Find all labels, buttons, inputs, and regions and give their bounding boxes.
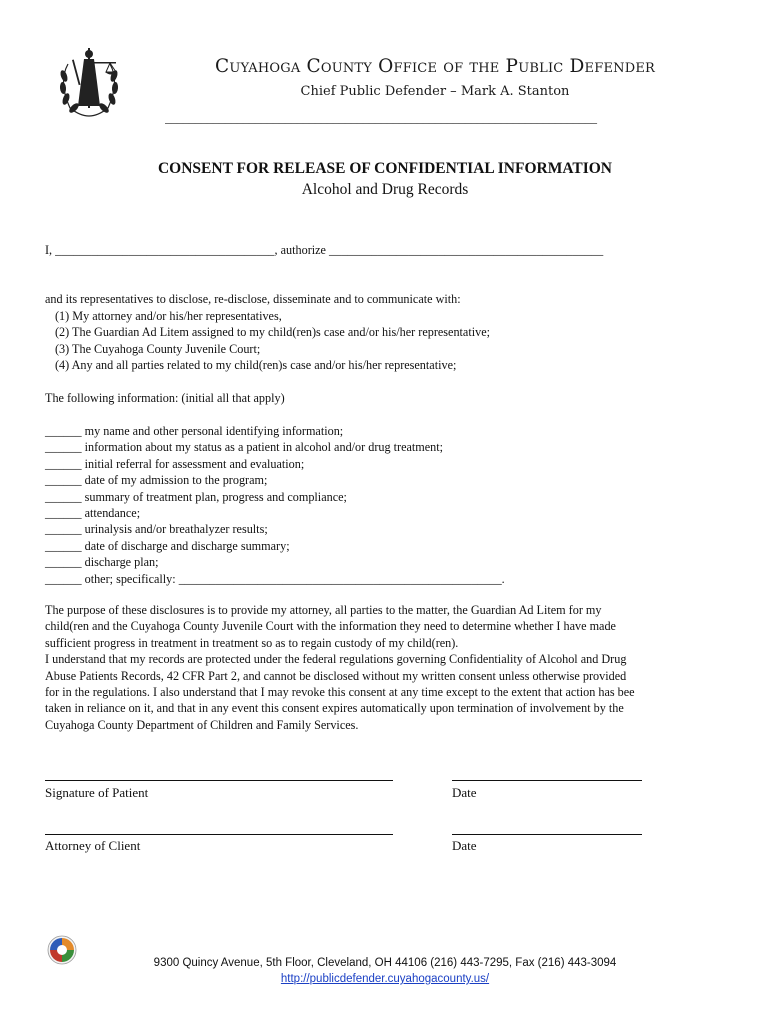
list-item: ______ discharge plan; (45, 555, 159, 570)
paragraph-line: sufficient progress in treatment in treatment so as to regain custody of my child(ren). (45, 635, 459, 650)
list-item: ______ initial referral for assessment and evaluation; (45, 456, 305, 471)
authorize-line: I, ____________________________________, authorize _____________________________________________ (45, 243, 604, 257)
paragraph-line: The purpose of these disclosures is to provide my attorney, all parties to the matter, the Guardian Ad Litem for my (45, 603, 602, 617)
paragraph-line: child(ren and the Cuyahoga County Juvenile Court with the information they need to determine whether I have made (45, 619, 616, 634)
list-item: ______ date of my admission to the program; (45, 473, 268, 488)
attorney-signature-label: Attorney of Client (45, 838, 141, 853)
list-item: (2) The Guardian Ad Litem assigned to my child(ren)s case and/or his/her representative; (55, 325, 490, 340)
patient-signature-line[interactable] (45, 780, 393, 781)
disclosure-intro: and its representatives to disclose, re-disclose, disseminate and to communicate with: (45, 292, 461, 306)
paragraph-line: Abuse Patients Records, 42 CFR Part 2, and cannot be disclosed without my written consent unless otherwise provided (45, 668, 627, 683)
paragraph-line: Cuyahoga County Department of Children and Family Services. (45, 717, 359, 732)
attorney-date-label: Date (452, 838, 477, 853)
form-title: CONSENT FOR RELEASE OF CONFIDENTIAL INFORMATION (157, 160, 612, 177)
paragraph-line: I understand that my records are protected under the federal regulations governing Confidentiality of Alcohol and Drug (45, 652, 627, 667)
list-item: ______ attendance; (45, 506, 141, 520)
chief-defender-line: Chief Public Defender – Mark A. Stanton (300, 84, 570, 99)
list-item: (4) Any and all parties related to my child(ren)s case and/or his/her representative; (55, 358, 457, 373)
footer-address: 9300 Quincy Avenue, 5th Floor, Cleveland, OH 44106 (216) 443-7295, Fax (216) 443-3094 (153, 957, 617, 969)
website-link[interactable]: http://publicdefender.cuyahogacounty.us/ (280, 973, 490, 985)
form-subtitle: Alcohol and Drug Records (301, 181, 469, 198)
patient-date-label: Date (452, 785, 477, 800)
list-item: ______ information about my status as a patient in alcohol and/or drug treatment; (45, 440, 444, 455)
list-item: ______ other; specifically: _____________________________________________________. (45, 571, 505, 586)
patient-signature-label: Signature of Patient (45, 785, 149, 800)
list-item: (1) My attorney and/or his/her representatives, (55, 309, 282, 323)
paragraph-line: for in the regulations. I also understand that I may revoke this consent at any time except to the extent that action has bee (45, 685, 635, 699)
list-item: (3) The Cuyahoga County Juvenile Court; (55, 341, 261, 356)
list-item: ______ summary of treatment plan, progress and compliance; (45, 489, 347, 504)
list-item: ______ date of discharge and discharge summary; (45, 538, 290, 553)
header-rule: ________________________________________________________________________ (165, 111, 597, 125)
patient-date-line[interactable] (452, 780, 642, 781)
info-heading: The following information: (initial all that apply) (45, 391, 285, 405)
justice-seal-logo (50, 42, 128, 120)
organization-name: Cuyahoga County Office of the Public Defender (214, 56, 656, 77)
county-color-logo (47, 935, 77, 965)
list-item: ______ urinalysis and/or breathalyzer results; (45, 522, 268, 537)
list-item: ______ my name and other personal identifying information; (45, 424, 344, 438)
attorney-date-line[interactable] (452, 834, 642, 835)
paragraph-line: taken in reliance on it, and that in any event this consent expires automatically upon termination of involvement by the (45, 701, 624, 716)
attorney-signature-line[interactable] (45, 834, 393, 835)
